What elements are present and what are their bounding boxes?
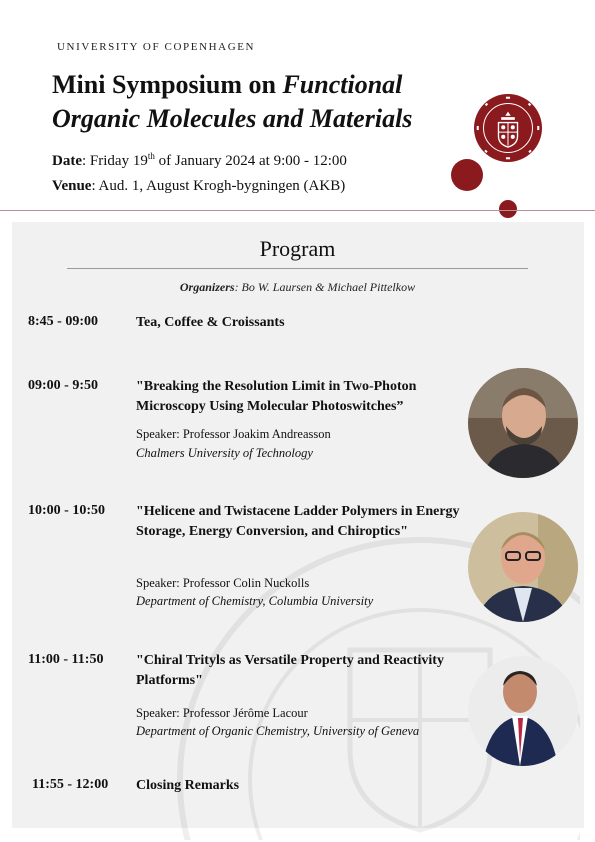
talk-title: "Chiral Trityls as Versatile Property and Reactivity Platforms" xyxy=(136,653,444,688)
speaker-name: Speaker: Professor Joakim Andreasson xyxy=(136,427,331,441)
organizers xyxy=(0,280,595,295)
organizers-label: Organizers xyxy=(179,280,235,294)
organizers-names: : Bo W. Laursen & Michael Pittelkow xyxy=(234,280,416,294)
page-title xyxy=(52,68,412,136)
schedule-time: 11:00 - 11:50 xyxy=(28,652,104,667)
schedule-time: 8:45 - 09:00 xyxy=(28,314,98,329)
schedule-time: 11:55 - 12:00 xyxy=(32,777,109,792)
title-line-2: Organic Molecules and Materials xyxy=(52,104,413,133)
title-part-2: Functional xyxy=(282,70,403,99)
venue-label: Venue xyxy=(52,178,92,194)
schedule-title: Closing Remarks xyxy=(136,778,240,793)
header-divider xyxy=(0,210,595,211)
schedule-time: 09:00 - 9:50 xyxy=(28,378,98,393)
program-title: Program xyxy=(259,236,336,261)
talk-title: "Helicene and Twistacene Ladder Polymers in Energy Storage, Energy Conversion, and Chiroptics" xyxy=(136,504,460,539)
date-label: Date xyxy=(52,153,82,169)
speaker-photo-andreasson xyxy=(468,368,578,478)
title-part-1: Mini Symposium on xyxy=(52,70,283,99)
venue-value: : Aud. 1, August Krogh-bygningen (AKB) xyxy=(91,178,346,194)
event-venue xyxy=(52,178,345,195)
speaker-photo-nuckolls xyxy=(468,512,578,622)
speaker-name: Speaker: Professor Colin Nuckolls xyxy=(136,576,310,590)
schedule-time: 10:00 - 10:50 xyxy=(28,503,105,518)
talk-title: "Breaking the Resolution Limit in Two-Photon Microscopy Using Molecular Photoswitches” xyxy=(136,379,417,414)
speaker-name: Speaker: Professor Jérôme Lacour xyxy=(136,706,308,720)
speaker-affiliation: Chalmers University of Technology xyxy=(136,446,313,460)
speaker-affiliation: Department of Organic Chemistry, University of Geneva xyxy=(136,724,420,738)
decorative-dot-small xyxy=(499,200,517,218)
speaker-affiliation: Department of Chemistry, Columbia University xyxy=(136,594,374,608)
program-divider xyxy=(67,268,528,269)
date-value-suffix: of January 2024 at 9:00 - 12:00 xyxy=(154,153,347,169)
university-name: UNIVERSITY OF COPENHAGEN xyxy=(57,41,256,53)
university-seal-logo xyxy=(474,94,542,162)
event-date xyxy=(52,151,347,170)
speaker-photo-lacour xyxy=(468,656,578,766)
schedule-title: Tea, Coffee & Croissants xyxy=(136,315,285,330)
decorative-dot-large xyxy=(451,159,483,191)
date-sup: th xyxy=(147,151,155,161)
date-value-prefix: : Friday 19 xyxy=(82,153,148,169)
